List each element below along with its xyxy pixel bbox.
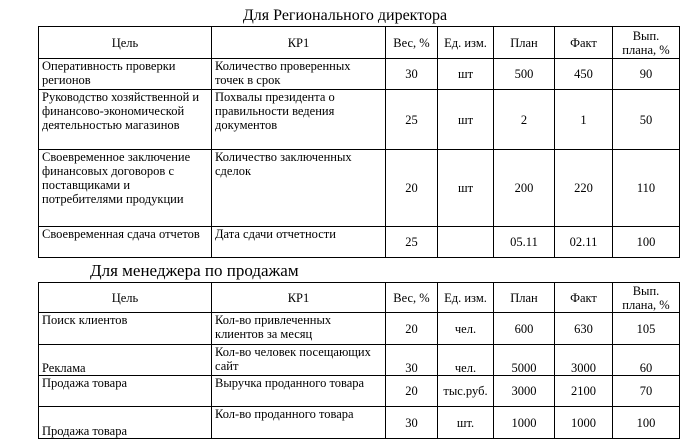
cell-plan: 1000 [494, 407, 555, 439]
cell-completion: 90 [613, 59, 680, 90]
table-header-row [39, 283, 680, 313]
cell-fact: 630 [555, 313, 613, 345]
cell-weight: 30 [386, 59, 438, 90]
cell-fact: 02.11 [555, 227, 613, 258]
cell-kpi: Количество заключенных сделок [212, 150, 386, 227]
cell-unit: чел. [438, 313, 494, 345]
cell-goal: Оперативность проверки регионов [39, 59, 212, 90]
cell-kpi: Кол-во проданного товара [212, 407, 386, 439]
cell-plan: 3000 [494, 376, 555, 407]
cell-unit [438, 227, 494, 258]
cell-weight: 30 [386, 345, 438, 376]
header-completion: Вып. плана, % [613, 27, 680, 59]
header-unit: Ед. изм. [438, 27, 494, 59]
cell-kpi: Количество проверенных точек в срок [212, 59, 386, 90]
cell-goal: Реклама [39, 345, 212, 376]
header-unit: Ед. изм. [438, 283, 494, 313]
cell-unit: шт [438, 59, 494, 90]
cell-plan: 5000 [494, 345, 555, 376]
table-row [39, 59, 680, 90]
table-row [39, 407, 680, 439]
header-weight: Вес, % [386, 27, 438, 59]
regional-director-kpi-table [38, 26, 680, 258]
cell-weight: 20 [386, 376, 438, 407]
header-completion: Вып. плана, % [613, 283, 680, 313]
table-row [39, 150, 680, 227]
header-plan: План [494, 27, 555, 59]
cell-completion: 70 [613, 376, 680, 407]
header-plan: План [494, 283, 555, 313]
cell-completion: 105 [613, 313, 680, 345]
cell-plan: 05.11 [494, 227, 555, 258]
cell-kpi: Кол-во привлеченных клиентов за месяц [212, 313, 386, 345]
table-row [39, 90, 680, 150]
cell-plan: 2 [494, 90, 555, 150]
cell-plan: 200 [494, 150, 555, 227]
sales-manager-kpi-table [38, 282, 680, 439]
cell-kpi: Дата сдачи отчетности [212, 227, 386, 258]
cell-goal: Продажа товара [39, 376, 212, 407]
header-fact: Факт [555, 283, 613, 313]
cell-completion: 100 [613, 407, 680, 439]
cell-plan: 600 [494, 313, 555, 345]
cell-completion: 60 [613, 345, 680, 376]
header-kpi: КР1 [212, 283, 386, 313]
cell-fact: 3000 [555, 345, 613, 376]
cell-kpi: Выручка проданного товара [212, 376, 386, 407]
header-kpi: КР1 [212, 27, 386, 59]
cell-kpi: Похвалы президента о правильности ведения документов [212, 90, 386, 150]
cell-goal: Своевременное заключение финансовых договоров с поставщиками и потребителями продукции [39, 150, 212, 227]
cell-weight: 30 [386, 407, 438, 439]
cell-completion: 110 [613, 150, 680, 227]
cell-fact: 220 [555, 150, 613, 227]
cell-goal: Поиск клиентов [39, 313, 212, 345]
table-header-row [39, 27, 680, 59]
cell-completion: 100 [613, 227, 680, 258]
cell-weight: 20 [386, 313, 438, 345]
header-goal: Цель [39, 27, 212, 59]
cell-weight: 25 [386, 90, 438, 150]
section2-title: Для менеджера по продажам [90, 261, 299, 280]
cell-kpi: Кол-во человек посещающих сайт [212, 345, 386, 376]
cell-fact: 1000 [555, 407, 613, 439]
table-row [39, 313, 680, 345]
cell-unit: шт [438, 90, 494, 150]
cell-plan: 500 [494, 59, 555, 90]
cell-unit: шт [438, 150, 494, 227]
table-row [39, 345, 680, 376]
cell-fact: 450 [555, 59, 613, 90]
cell-weight: 20 [386, 150, 438, 227]
header-weight: Вес, % [386, 283, 438, 313]
cell-fact: 1 [555, 90, 613, 150]
cell-unit: шт. [438, 407, 494, 439]
cell-completion: 50 [613, 90, 680, 150]
cell-weight: 25 [386, 227, 438, 258]
cell-unit: тыс.руб. [438, 376, 494, 407]
table-row [39, 376, 680, 407]
header-goal: Цель [39, 283, 212, 313]
cell-goal: Руководство хозяйственной и финансово-экономической деятельностью магазинов [39, 90, 212, 150]
cell-goal: Продажа товара [39, 407, 212, 439]
cell-fact: 2100 [555, 376, 613, 407]
table-row [39, 227, 680, 258]
cell-unit: чел. [438, 345, 494, 376]
section1-title: Для Регионального директора [242, 7, 448, 24]
header-fact: Факт [555, 27, 613, 59]
cell-goal: Своевременная сдача отчетов [39, 227, 212, 258]
